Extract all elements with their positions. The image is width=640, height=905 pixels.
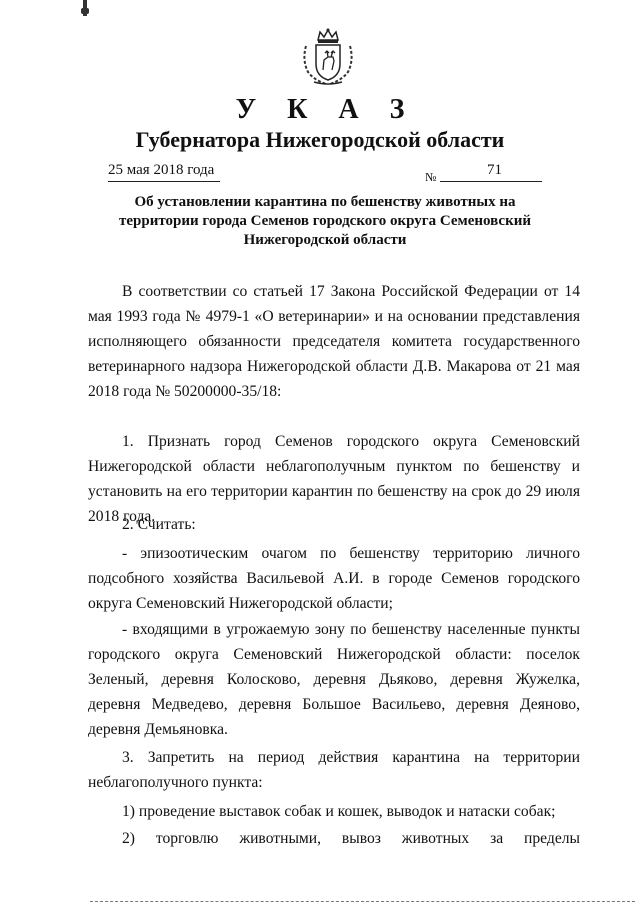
coat-of-arms-icon xyxy=(298,26,358,86)
preamble-paragraph: В соответствии со статьей 17 Закона Российской Федерации от 14 мая 1993 года № 4979-1 «О ветеринарии» и на основании представления исполняющего обязанности председателя комитета государственного ветеринарного надзора Нижегородской области Д.В. Макарова от 21 мая 2018 года № 50200000-35/18: xyxy=(88,283,580,400)
item-1-paragraph: 1. Признать город Семенов городского округа Семеновский Нижегородской области неблагополучным пунктом по бешенству и установить на его территории карантин по бешенству на срок до 29 июля 2018 года. xyxy=(88,433,580,525)
item-2b-paragraph: - входящими в угрожаемую зону по бешенству населенные пункты городского округа Семеновский Нижегородской области: поселок Зеленый, деревня Колосково, деревня Дьяково, деревня Жужелка, деревня Медведево, деревня Большое Васильево, деревня Деяново, деревня Демьяновка. xyxy=(88,621,580,738)
date-underline xyxy=(108,181,220,182)
item-2-paragraph: 2. Считать: xyxy=(122,516,196,533)
item-3-paragraph: 3. Запретить на период действия карантина на территории неблагополучного пункта: xyxy=(88,749,580,791)
page-mark xyxy=(83,0,87,16)
issuing-authority: Губернатора Нижегородской области xyxy=(135,127,505,152)
decree-title: У К А З xyxy=(235,94,417,125)
decree-number: 71 xyxy=(487,162,502,178)
item-3-1-paragraph: 1) проведение выставок собак и кошек, выводок и натаски собак; xyxy=(122,803,556,820)
item-3-2-paragraph: 2) торговлю животными, вывоз животных за пределы xyxy=(122,830,580,847)
number-underline xyxy=(440,181,542,182)
number-sign: № xyxy=(425,170,437,184)
page-bottom-edge xyxy=(90,901,635,902)
decree-subject: Об установлении карантина по бешенству животных на территории города Семенов городского округа Семеновский Нижегородской области xyxy=(118,194,532,248)
decree-date: 25 мая 2018 года xyxy=(108,162,215,178)
item-2a-paragraph: - эпизоотическим очагом по бешенству территорию личного подсобного хозяйства Васильевой А.И. в городе Семенов городского округа Семеновский Нижегородской области; xyxy=(88,545,580,612)
